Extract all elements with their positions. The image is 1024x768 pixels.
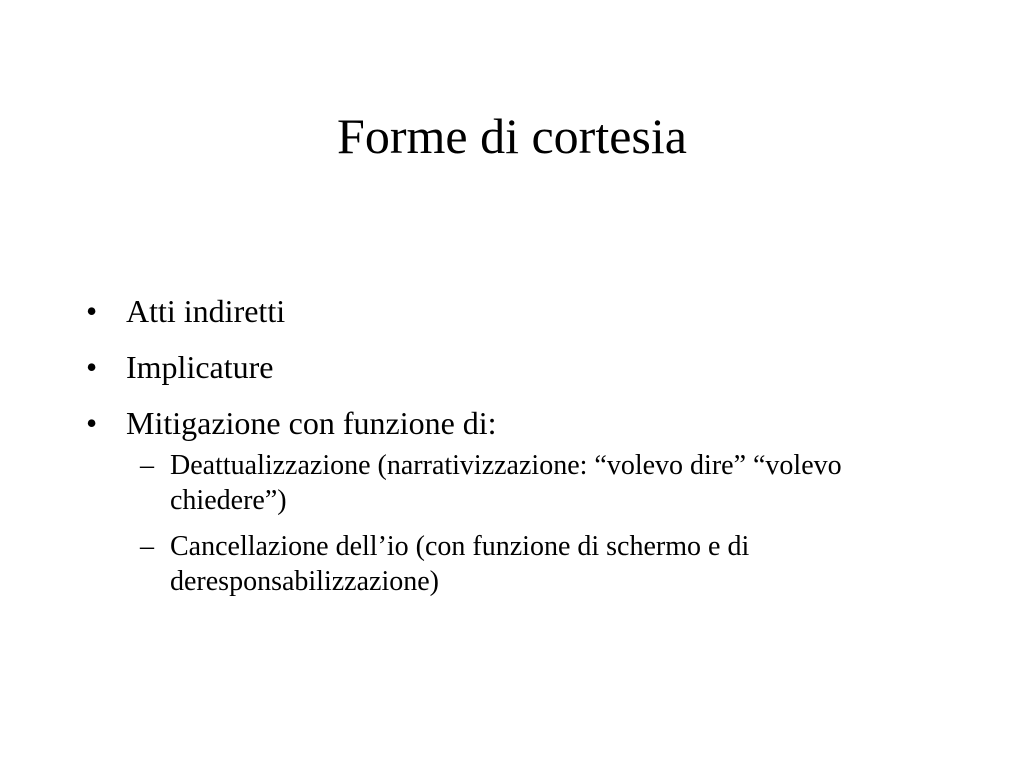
sub-bullet-marker: –: [140, 450, 154, 481]
bullet-marker: •: [86, 293, 98, 329]
sub-bullet-item: [126, 448, 890, 518]
sub-bullet-marker: –: [140, 531, 154, 562]
bullet-item: [84, 344, 944, 390]
bullet-list: [84, 288, 944, 610]
sub-bullet-item: [126, 529, 890, 599]
bullet-marker: •: [86, 349, 98, 385]
sub-bullet-text: Deattualizzazione (narrativizzazione: “volevo dire” “volevo chiedere”): [170, 450, 842, 516]
sub-bullet-list: [126, 448, 944, 599]
bullet-text: Mitigazione con funzione di:: [126, 405, 497, 441]
sub-bullet-text: Cancellazione dell’io (con funzione di schermo e di deresponsabilizzazione): [170, 531, 750, 597]
bullet-item: [84, 400, 944, 599]
bullet-marker: •: [86, 405, 98, 441]
bullet-text: Implicature: [126, 349, 274, 385]
bullet-text: Atti indiretti: [126, 293, 286, 329]
slide-title: Forme di cortesia: [337, 108, 687, 164]
bullet-item: [84, 288, 944, 334]
